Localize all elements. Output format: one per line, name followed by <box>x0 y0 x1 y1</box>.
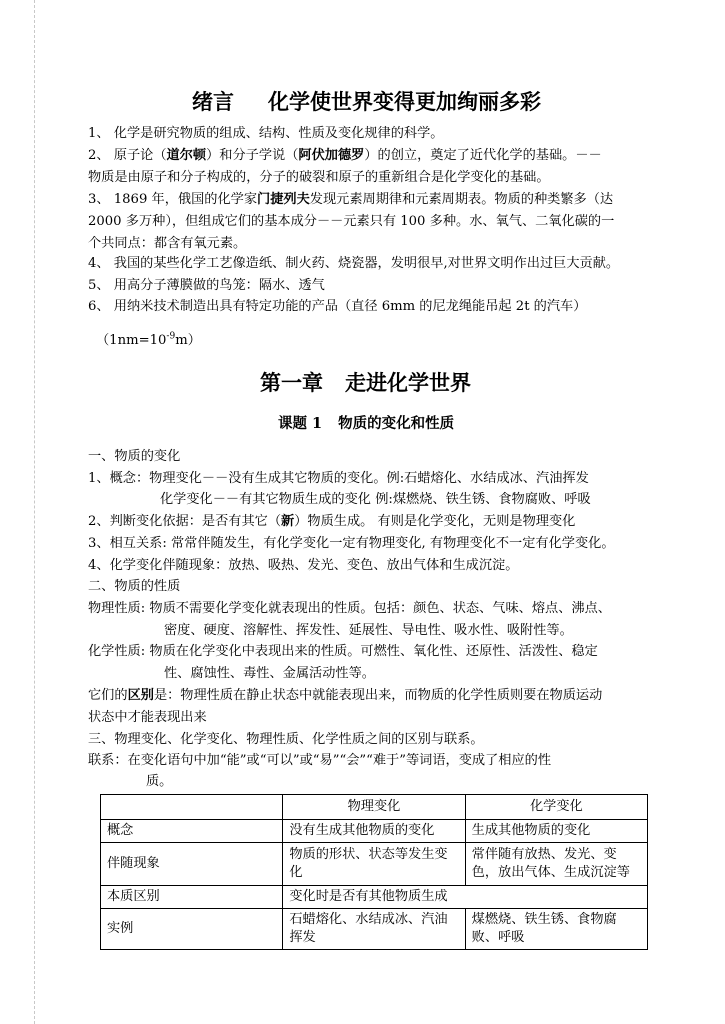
chapter-title: 第一章 走进化学世界 <box>260 370 471 395</box>
section-2-heading: 二、物质的性质 <box>88 579 181 594</box>
chemical-property-line-2: 性、腐蚀性、毒性、金属活动性等。 <box>164 666 375 681</box>
cell-merged: 变化时是否有其他物质生成 <box>283 886 648 909</box>
title-left: 绪言 <box>192 89 234 114</box>
nanometer-note: $(1nm=10^{-9}m)$ <box>96 331 201 348</box>
table-header-empty <box>101 795 283 820</box>
row-label: 实例 <box>101 909 283 950</box>
intro-line-3: 物质是由原子和分子构成的，分子的破裂和原子的重新组合是化学变化的基础。 <box>88 170 550 185</box>
section-1-concept-chem: 化学变化－－有其它物质生成的变化 例:煤燃烧、铁生锈、食物腐败、呼吸 <box>160 492 591 507</box>
cell-physical: 物质的形状、状态等发生变化 <box>283 843 465 886</box>
table-row <box>101 820 648 843</box>
cell-physical: 石蜡熔化、水结成冰、汽油挥发 <box>283 909 465 950</box>
intro-line-9: 6、 用纳米技术制造出具有特定功能的产品（直径 6mm 的尼龙绳能吊起 2t 的汽车） <box>88 299 587 314</box>
title-right: 化学使世界变得更加绚丽多彩 <box>268 89 541 114</box>
cell-chemical: 生成其他物质的变化 <box>465 820 647 843</box>
page-title <box>192 89 541 115</box>
section-1-relation: 3、相互关系: 常常伴随发生，有化学变化一定有物理变化, 有物理变化不一定有化学变化。 <box>88 536 615 551</box>
link-line-2: 质。 <box>146 774 173 789</box>
intro-line-8: 5、 用高分子薄膜做的鸟笼：隔水、透气 <box>88 278 325 293</box>
table-header-chemical: 化学变化 <box>465 795 647 820</box>
table-header-row <box>101 795 648 820</box>
cell-chemical: 煤燃烧、铁生锈、食物腐败、呼吸 <box>465 909 647 950</box>
comparison-table <box>100 794 648 950</box>
lesson-title: 课题 1 物质的变化和性质 <box>278 415 455 432</box>
cell-chemical: 常伴随有放热、发光、变色，放出气体、生成沉淀等 <box>465 843 647 886</box>
section-1-heading: 一、物质的变化 <box>88 449 181 464</box>
intro-line-1: 1、 化学是研究物质的组成、结构、性质及变化规律的科学。 <box>88 126 444 141</box>
difference-line-1: 它们的区别是：物理性质在静止状态中就能表现出来，而物质的化学性质则要在物质运动 <box>88 688 603 703</box>
table-row <box>101 886 648 909</box>
chemical-property-line-1: 化学性质: 物质在化学变化中表现出来的性质。可燃性、氧化性、还原性、活泼性、稳定 <box>88 644 598 659</box>
difference-line-2: 状态中才能表现出来 <box>88 710 207 725</box>
intro-line-6: 个共同点：都含有氧元素。 <box>88 236 247 251</box>
intro-line-4: 3、 1869 年，俄国的化学家门捷列夫发现元素周期律和元素周期表。物质的种类繁多（达 <box>88 192 614 207</box>
physical-property-line-2: 密度、硬度、溶解性、挥发性、延展性、导电性、吸水性、吸附性等。 <box>164 623 573 638</box>
row-label: 伴随现象 <box>101 843 283 886</box>
row-label: 概念 <box>101 820 283 843</box>
cell-physical: 没有生成其他物质的变化 <box>283 820 465 843</box>
section-1-concept: 1、概念：物理变化－－没有生成其它物质的变化。例:石蜡熔化、水结成冰、汽油挥发 <box>88 471 589 486</box>
section-1-criteria: 2、判断变化依据：是否有其它（新）物质生成。 有则是化学变化，无则是物理变化 <box>88 514 576 529</box>
link-line-1: 联系：在变化语句中加“能”或“可以”或“易”“会”“难于”等词语，变成了相应的性 <box>88 753 552 768</box>
intro-line-7: 4、 我国的某些化学工艺像造纸、制火药、烧瓷器，发明很早,对世界文明作出过巨大贡献。 <box>88 256 620 271</box>
binding-margin-line <box>34 0 35 1024</box>
table-row <box>101 843 648 886</box>
table-header-physical: 物理变化 <box>283 795 465 820</box>
section-3-heading: 三、物理变化、化学变化、物理性质、化学性质之间的区别与联系。 <box>88 732 484 747</box>
section-1-phenomena: 4、化学变化伴随现象：放热、吸热、发光、变色、放出气体和生成沉淀。 <box>88 558 519 573</box>
table-row <box>101 909 648 950</box>
row-label: 本质区别 <box>101 886 283 909</box>
intro-line-5: 2000 多万种），但组成它们的基本成分－－元素只有 100 多种。水、氧气、二氧化碳的一 <box>88 214 615 229</box>
physical-property-line-1: 物理性质: 物质不需要化学变化就表现出的性质。包括：颜色、状态、气味、熔点、沸点、 <box>88 601 611 616</box>
intro-line-2: 2、 原子论（道尔顿）和分子学说（阿伏加德罗）的创立，奠定了近代化学的基础。－－ <box>88 148 602 163</box>
